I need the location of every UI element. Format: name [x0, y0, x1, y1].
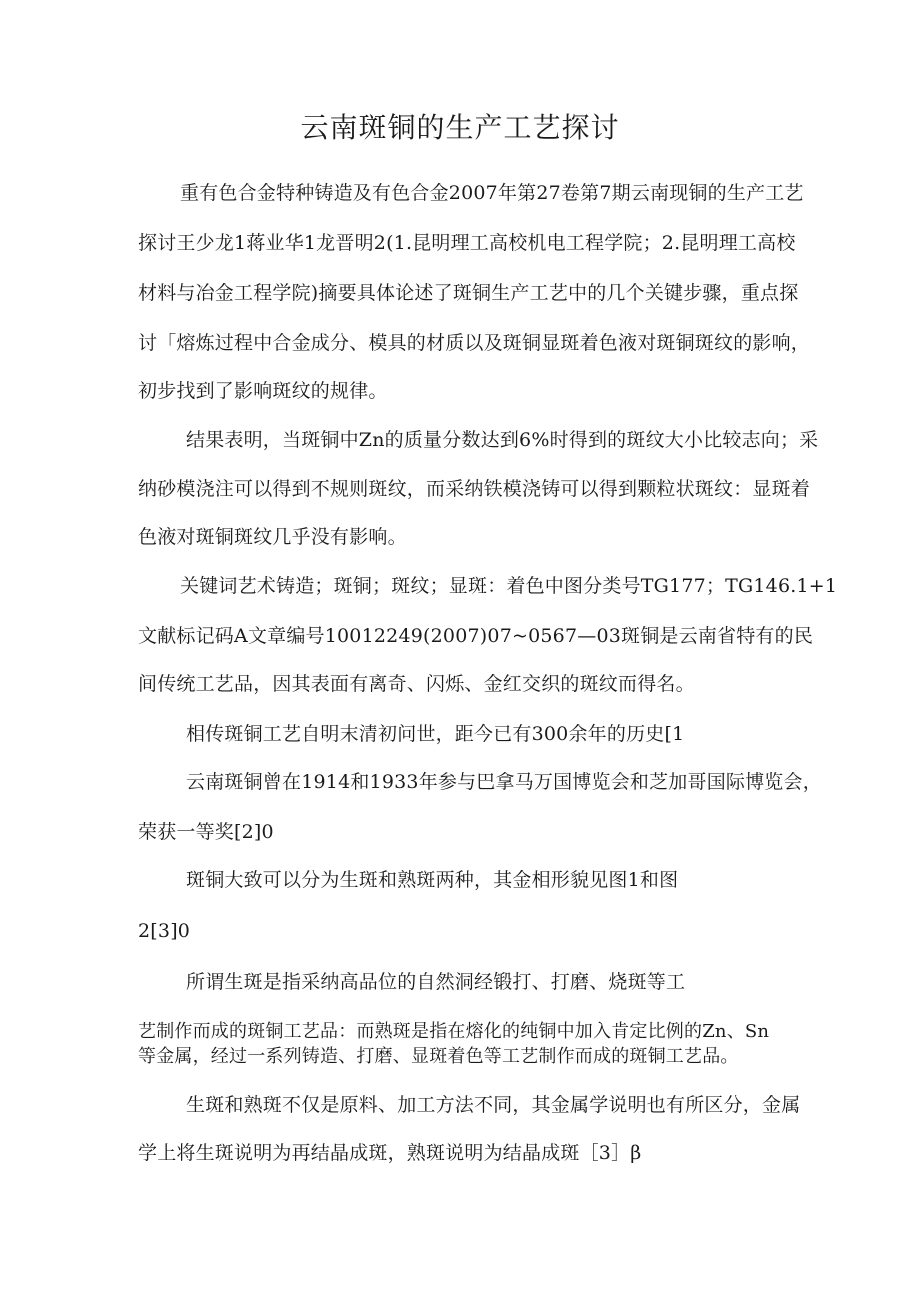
text-line: 所谓生斑是指采纳高品位的自然洞经锻打、打磨、烧斑等工	[186, 971, 686, 993]
text-line: 等金属，经过一系列铸造、打磨、显斑着色等工艺制作而成的斑铜工艺品。	[138, 1046, 739, 1067]
text-line: 2[3]0	[138, 920, 191, 942]
text-line: 云南斑铜曾在1914和1933年参与巴拿马万国博览会和芝加哥国际博览会，	[186, 771, 822, 793]
text-line: 学上将生斑说明为再结晶成斑，熟斑说明为结晶成斑［3］β	[138, 1142, 642, 1164]
text-line: 文献标记码A文章编号10012249(2007)07~0567—03斑铜是云南省特有的民	[138, 625, 814, 647]
text-line: 艺制作而成的斑铜工艺品：而熟斑是指在熔化的纯铜中加入肯定比例的Zn、Sn	[138, 1021, 770, 1042]
text-line: 斑铜大致可以分为生斑和熟斑两种，其金相形貌见图1和图	[186, 869, 679, 891]
text-line: 讨「熔炼过程中合金成分、模具的材质以及斑铜显斑着色液对斑铜斑纹的影响，	[138, 332, 811, 354]
text-line: 生斑和熟斑不仅是原料、加工方法不同，其金属学说明也有所区分，金属	[186, 1094, 801, 1116]
text-line: 纳砂模浇注可以得到不规则斑纹，而采纳铁模浇铸可以得到颗粒状斑纹：显斑着	[138, 478, 811, 500]
text-line: 探讨王少龙1蒋业华1龙晋明2(1.昆明理工高校机电工程学院；2.昆明理工高校	[138, 232, 796, 254]
text-line: 结果表明，当斑铜中Zn的质量分数达到6%时得到的斑纹大小比较志向；采	[186, 429, 819, 451]
text-line: 关键词艺术铸造；斑铜；斑纹；显斑：着色中图分类号TG177；TG146.1+1	[180, 575, 838, 597]
text-line: 材料与冶金工程学院)摘要具体论述了斑铜生产工艺中的几个关键步骤，重点探	[138, 282, 799, 304]
text-line: 相传斑铜工艺自明末清初问世，距今已有300余年的历史[1	[186, 723, 685, 745]
text-line: 荣获一等奖[2]0	[138, 821, 274, 843]
text-line: 初步找到了影响斑纹的规律。	[138, 380, 388, 402]
text-line: 色液对斑铜斑纹几乎没有影响。	[138, 526, 407, 548]
text-line: 间传统工艺品，因其表面有离奇、闪烁、金红交织的斑纹而得名。	[138, 673, 695, 695]
text-line: 重有色合金特种铸造及有色合金2007年第27卷第7期云南现铜的生产工艺	[180, 182, 804, 204]
document-title: 云南斑铜的生产工艺探讨	[300, 111, 620, 144]
